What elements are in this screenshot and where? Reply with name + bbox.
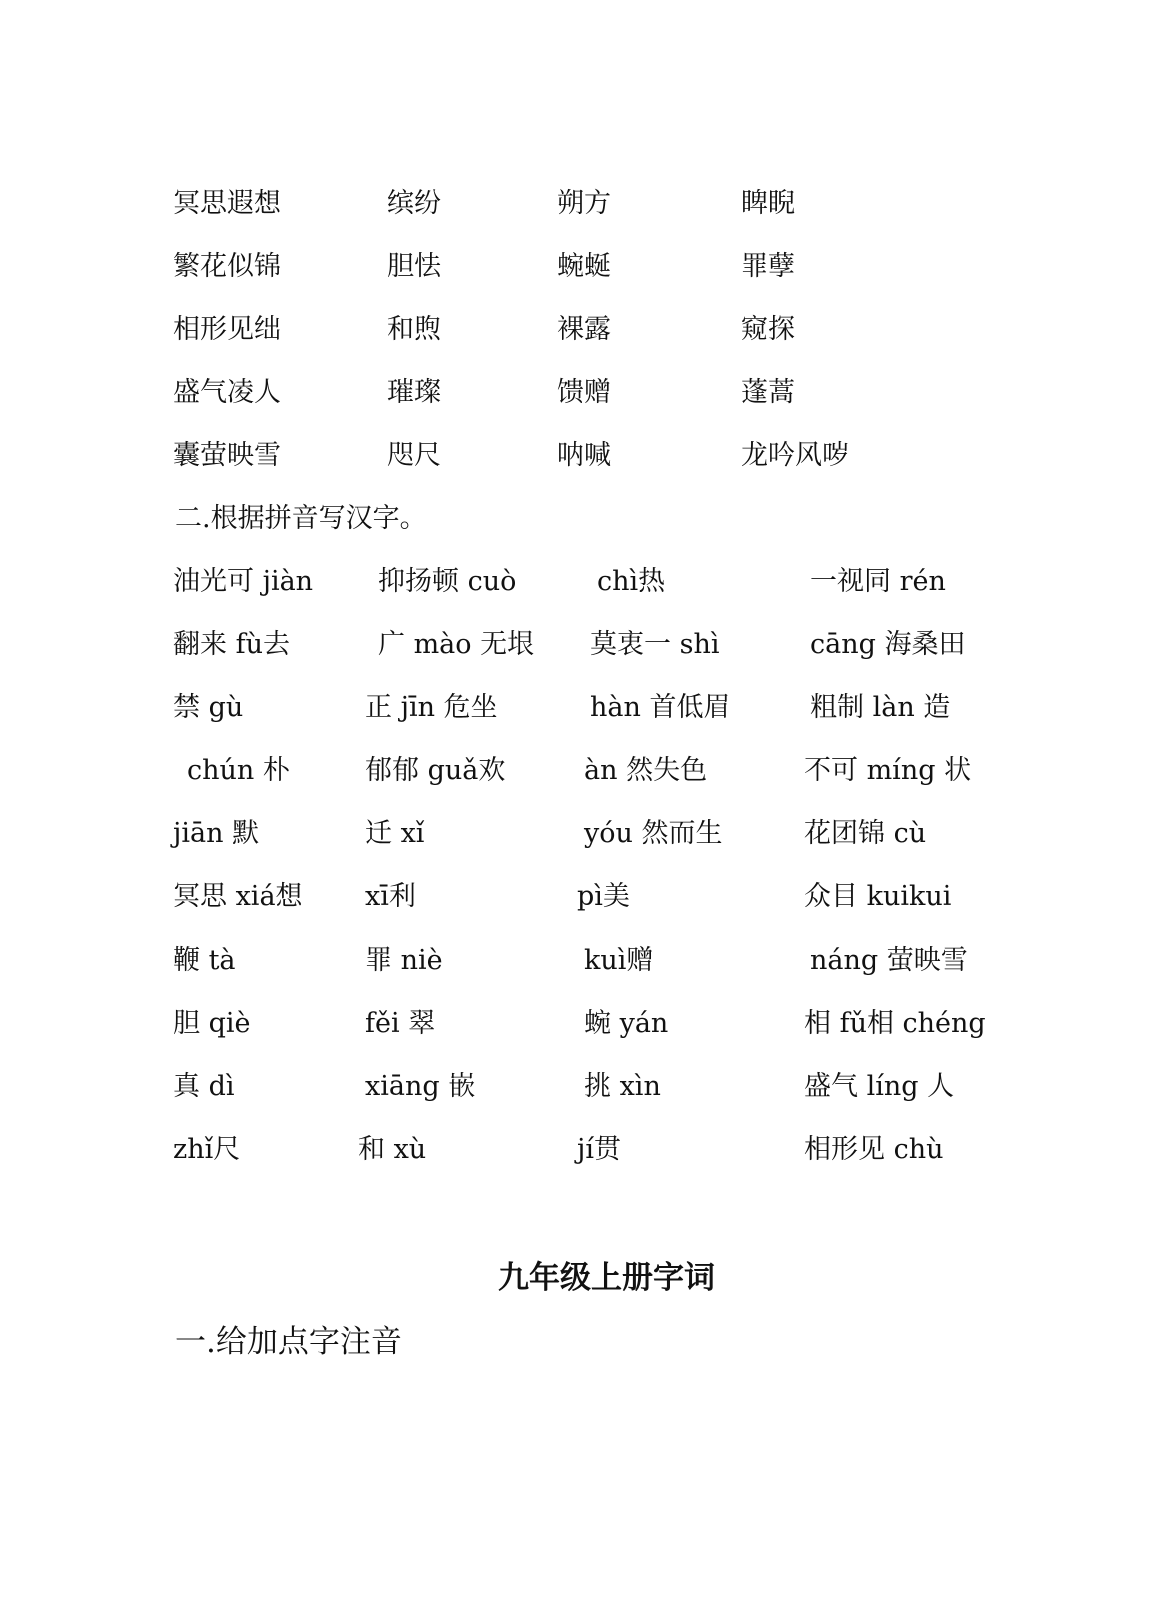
pinyin-row xyxy=(0,941,1163,981)
pinyin-item: àn 然失色 xyxy=(584,755,708,786)
vocab-word: 缤纷 xyxy=(387,188,441,219)
vocab-word: 朔方 xyxy=(557,188,611,219)
pinyin-item: 正 jīn 危坐 xyxy=(365,692,498,723)
pinyin-item: 真 dì xyxy=(173,1071,235,1102)
grade-title: 九年级上册字词 xyxy=(498,1260,715,1296)
pinyin-section-heading: 二.根据拼音写汉字。 xyxy=(175,503,427,534)
vocab-word: 璀璨 xyxy=(387,377,441,408)
pinyin-item: zhǐ尺 xyxy=(173,1134,241,1165)
pinyin-item: 不可 míng 状 xyxy=(804,755,972,786)
pinyin-row xyxy=(0,1130,1163,1170)
pinyin-item: náng 萤映雪 xyxy=(810,945,968,976)
pinyin-item: jiān 默 xyxy=(173,818,260,849)
pinyin-item: xī利 xyxy=(365,881,416,912)
pinyin-item: 相 fǔ相 chéng xyxy=(804,1008,986,1039)
pinyin-item: 挑 xìn xyxy=(584,1071,661,1102)
pinyin-item: kuì赠 xyxy=(584,945,654,976)
pinyin-item: 众目 kuikui xyxy=(804,881,952,912)
pinyin-row xyxy=(0,625,1163,665)
pinyin-item: 鞭 tà xyxy=(173,945,236,976)
pinyin-item: 一视同 rén xyxy=(810,566,946,597)
pinyin-item: 油光可 jiàn xyxy=(173,566,314,597)
vocab-word: 蜿蜒 xyxy=(557,251,611,282)
pinyin-item: 罪 niè xyxy=(365,945,443,976)
vocab-row xyxy=(0,436,1163,476)
pinyin-item: 粗制 làn 造 xyxy=(810,692,951,723)
pinyin-row xyxy=(0,814,1163,854)
vocab-word: 睥睨 xyxy=(741,188,795,219)
vocab-row xyxy=(0,184,1163,224)
pinyin-item: 郁郁 guǎ欢 xyxy=(365,755,506,786)
vocab-word: 罪孽 xyxy=(741,251,795,282)
vocab-word: 囊萤映雪 xyxy=(173,440,281,471)
pinyin-item: 广 mào 无垠 xyxy=(378,629,535,660)
pinyin-item: cāng 海桑田 xyxy=(810,629,966,660)
annotation-section-heading: 一.给加点字注音 xyxy=(175,1324,402,1360)
pinyin-item: chì热 xyxy=(597,566,666,597)
vocab-row xyxy=(0,247,1163,287)
pinyin-item: 和 xù xyxy=(358,1134,427,1165)
vocab-word: 呐喊 xyxy=(557,440,611,471)
pinyin-item: pì美 xyxy=(577,881,630,912)
pinyin-item: xiāng 嵌 xyxy=(365,1071,476,1102)
vocab-word: 馈赠 xyxy=(557,377,611,408)
pinyin-item: 迁 xǐ xyxy=(365,818,425,849)
pinyin-row xyxy=(0,688,1163,728)
pinyin-item: hàn 首低眉 xyxy=(590,692,731,723)
vocab-word: 盛气凌人 xyxy=(173,377,281,408)
vocab-word: 相形见绌 xyxy=(173,314,281,345)
vocab-word: 窥探 xyxy=(741,314,795,345)
pinyin-item: 抑扬顿 cuò xyxy=(378,566,517,597)
vocab-row xyxy=(0,373,1163,413)
pinyin-item: 冥思 xiá想 xyxy=(173,881,303,912)
pinyin-item: 花团锦 cù xyxy=(804,818,927,849)
pinyin-item: 蜿 yán xyxy=(584,1008,669,1039)
vocab-word: 龙吟风哕 xyxy=(741,440,849,471)
pinyin-item: chún 朴 xyxy=(187,755,290,786)
pinyin-row xyxy=(0,1067,1163,1107)
vocab-word: 裸露 xyxy=(557,314,611,345)
vocab-word: 咫尺 xyxy=(387,440,441,471)
pinyin-item: 翻来 fù去 xyxy=(173,629,290,660)
pinyin-item: 莫衷一 shì xyxy=(590,629,720,660)
pinyin-item: 盛气 líng 人 xyxy=(804,1071,955,1102)
vocab-word: 胆怯 xyxy=(387,251,441,282)
vocab-word: 冥思遐想 xyxy=(173,188,281,219)
vocab-word: 繁花似锦 xyxy=(173,251,281,282)
pinyin-item: 禁 gù xyxy=(173,692,244,723)
pinyin-row xyxy=(0,751,1163,791)
vocab-word: 蓬蒿 xyxy=(741,377,795,408)
pinyin-row xyxy=(0,877,1163,917)
pinyin-row xyxy=(0,562,1163,602)
vocab-word: 和煦 xyxy=(387,314,441,345)
pinyin-item: fěi 翠 xyxy=(365,1008,436,1039)
pinyin-item: yóu 然而生 xyxy=(584,818,723,849)
pinyin-item: 相形见 chù xyxy=(804,1134,944,1165)
pinyin-item: jí贯 xyxy=(577,1134,622,1165)
vocab-row xyxy=(0,310,1163,350)
pinyin-item: 胆 qiè xyxy=(173,1008,251,1039)
pinyin-row xyxy=(0,1004,1163,1044)
